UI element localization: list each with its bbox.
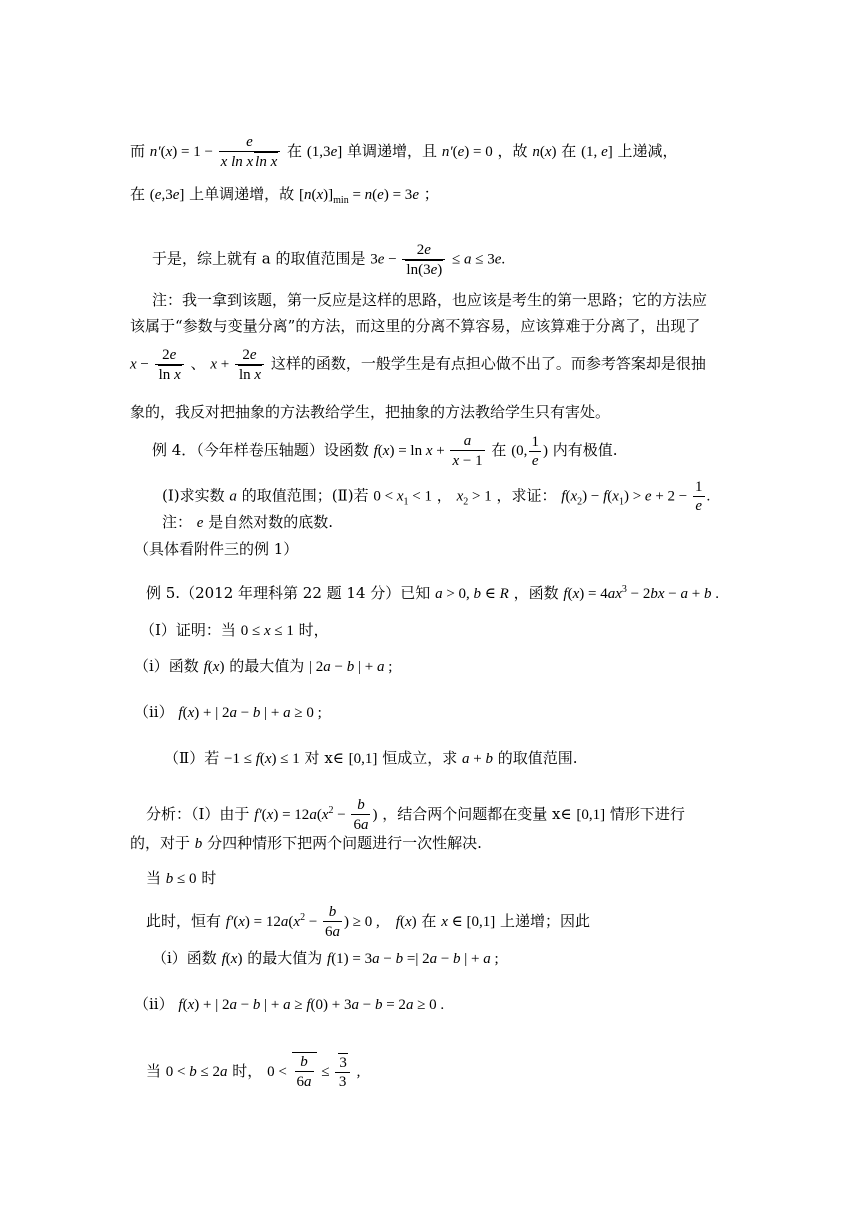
text: 于是，综上就有 a 的取值范围是 [152,249,366,268]
text: 在 [561,142,577,160]
text: （Ⅰ）证明：当 [140,621,236,639]
text: （具体看附件三的例 1） [134,540,299,558]
text: ； [423,185,439,203]
text: 内有极值. [552,441,618,459]
text: 例 5.（2012 年理科第 22 题 14 分）已知 [146,584,431,602]
text: ，求证： [496,486,557,505]
text-line: 在 (e,3e] 上单调递增，故 $[n(x)]_{min} = n(e) = 3e$ ； [130,185,439,206]
text: 、 [190,354,206,373]
text: (Ⅰ)求实数 [162,486,225,505]
text-line [152,290,707,310]
text: 在 [491,441,507,459]
text-line: 此时，恒有 $f'(x) = 12a(x^2$ − $\frac{b}{6a}$ ) ≥ 0 , f(x) 在 x ∈ [0,1] 上递增；因此 [146,904,591,940]
text: 当 [146,1062,162,1080]
text: 这样的函数，一般学生是有点担心做不出了。而参考答案却是很抽 [270,354,706,373]
text-line [134,539,298,559]
text: 对 x∈ [304,749,344,767]
text-line: （i）函数 f(x) 的最大值为 | 2a − b | + a ; [134,657,393,675]
text-line: x − $\frac{2e}{\text{ln x}}$ 、 x + $\frac{2e}{\text{ln x}}$ 这样的函数，一般学生是有点担心做不出了。而参考答案却是很抽 [130,347,706,383]
text-line: （Ⅱ）若 −1 ≤ f(x) ≤ 1 对 x∈ [0,1] 恒成立，求 a + b 的取值范围. [164,749,578,767]
text: 单调递增，且 [347,142,438,160]
fraction: $\frac{1}{e}$ [695,479,703,514]
text: 是自然对数的底数. [208,513,334,531]
text: 的取值范围. [497,749,578,767]
text: 时， [298,621,329,639]
text: 的最大值为 [247,949,323,967]
fraction: $\frac{b}{6a}$ [325,904,341,940]
text: 情形下进行 [609,805,685,823]
text-line: 分析：（Ⅰ）由于 $f'(x) = 12a(x^2$ − $\frac{b}{6a}$ ) ，结合两个问题都在变量 x∈ [0,1] 情形下进行 [146,797,685,833]
text: 注： [162,513,193,531]
text-line: 而 n′(x) = 1 − $\frac{e}{\text{x ln x ln x}}$ 在 (1,3e] 单调递增，且 n′(e) = 0 ，故 n(x) 在 (1, e] 上递减， [130,134,678,170]
fraction: $\frac{1}{e}$ [531,433,539,469]
text: ，函数 [513,584,559,602]
text: 在 [287,142,303,160]
fraction: $\frac{e}{\text{x ln x ln x}}$ [219,133,281,171]
text-line: 的，对于 b 分四种情形下把两个问题进行一次性解决. [130,834,482,852]
formula: n′ [149,144,161,160]
text-line: (Ⅰ)求实数 a 的取值范围；(Ⅱ)若 $0 < x_1 < 1$ ， $x_2 > 1$ ，求证： $f(x_2) - f(x_1) > e + 2$ − $\frac{1}{e}$ . [162,479,711,514]
text: 的取值范围；(Ⅱ)若 [241,486,369,505]
fraction: $\frac{b}{6a}$ [353,797,369,833]
text: 注：我一拿到该题，第一反应是这样的思路，也应该是考生的第一思路；它的方法应 [152,291,708,309]
text-line: 注： e 是自然对数的底数. [162,513,334,531]
text: 的最大值为 [229,657,305,675]
text: 上递增；因此 [500,912,591,930]
text: 在 [130,185,146,203]
text-line: 于是，综上就有 a 的取值范围是 3e − $\frac{2e}{\ln(3e)}$ ≤ a ≤ 3e. [152,242,506,278]
text: （ii） [134,703,174,721]
text-line: （Ⅰ）证明：当 0 ≤ x ≤ 1 时， [140,621,329,639]
text-line: （ii） f(x) + | 2a − b | + a ≥ f(0) + 3a − b = 2a ≥ 0 . [134,995,445,1013]
fraction: $\frac{a}{x - 1}$ [452,433,483,469]
fraction: $\frac{2e}{\text{ln x}}$ [235,345,264,384]
text: 象的，我反对把抽象的方法教给学生，把抽象的方法教给学生只有害处。 [130,403,611,421]
text: （i）函数 [152,949,217,967]
fraction: $\frac{3}{3}$ [335,1053,350,1091]
text: （Ⅱ）若 [164,749,220,767]
sqrt: $\frac{b}{6a}$ [292,1052,317,1091]
text: 该属于“参数与变量分离”的方法，而这里的分离不算容易，应该算难于分离了，出现了 [130,317,701,335]
text-line: （i）函数 f(x) 的最大值为 f(1) = 3a − b =| 2a − b | + a ; [152,949,499,967]
text-line [130,402,610,422]
text: 恒成立，求 [382,749,458,767]
text: 此时，恒有 [146,912,222,930]
text: 的，对于 [130,834,191,852]
text-line: 当 b ≤ 0 时 [146,869,217,887]
text-line [130,316,700,336]
text: （ii） [134,995,174,1013]
text: 时， [232,1062,263,1080]
text: ，结合两个问题都在变量 x∈ [382,805,572,823]
fraction: $\frac{2e}{\ln(3e)}$ [402,240,445,279]
text: 上单调递增，故 [189,185,295,203]
text: （i）函数 [134,657,199,675]
text-line: （ii） f(x) + | 2a − b | + a ≥ 0 ; [134,703,322,721]
text: 分四种情形下把两个问题进行一次性解决. [207,834,482,852]
text: ， [436,486,452,505]
text: ，故 [497,142,528,160]
text: 而 [130,142,146,160]
text-line: 例 4．（今年样卷压轴题）设函数 f(x) = ln x + $\frac{a}{x - 1}$ 在 (0, $\frac{1}{e}$ ) 内有极值. [152,433,618,469]
fraction: $\frac{2e}{\text{ln x}}$ [155,345,184,384]
text: 上递减， [617,142,678,160]
text: 分析：（Ⅰ）由于 [146,805,250,823]
text: 例 4．（今年样卷压轴题）设函数 [152,441,369,459]
text-line: 例 5.（2012 年理科第 22 题 14 分）已知 a > 0, b ∈ R ，函数 $f(x) = 4ax^3 - 2bx - a + b$ . [146,584,719,602]
text-line: 当 0 < b ≤ 2a 时， 0 < $\frac{b}{6a}$ ≤ $\frac{3}{3}$ , [146,1054,361,1090]
text: 在 [421,912,437,930]
text: 时 [201,869,217,887]
text: 当 [146,869,162,887]
